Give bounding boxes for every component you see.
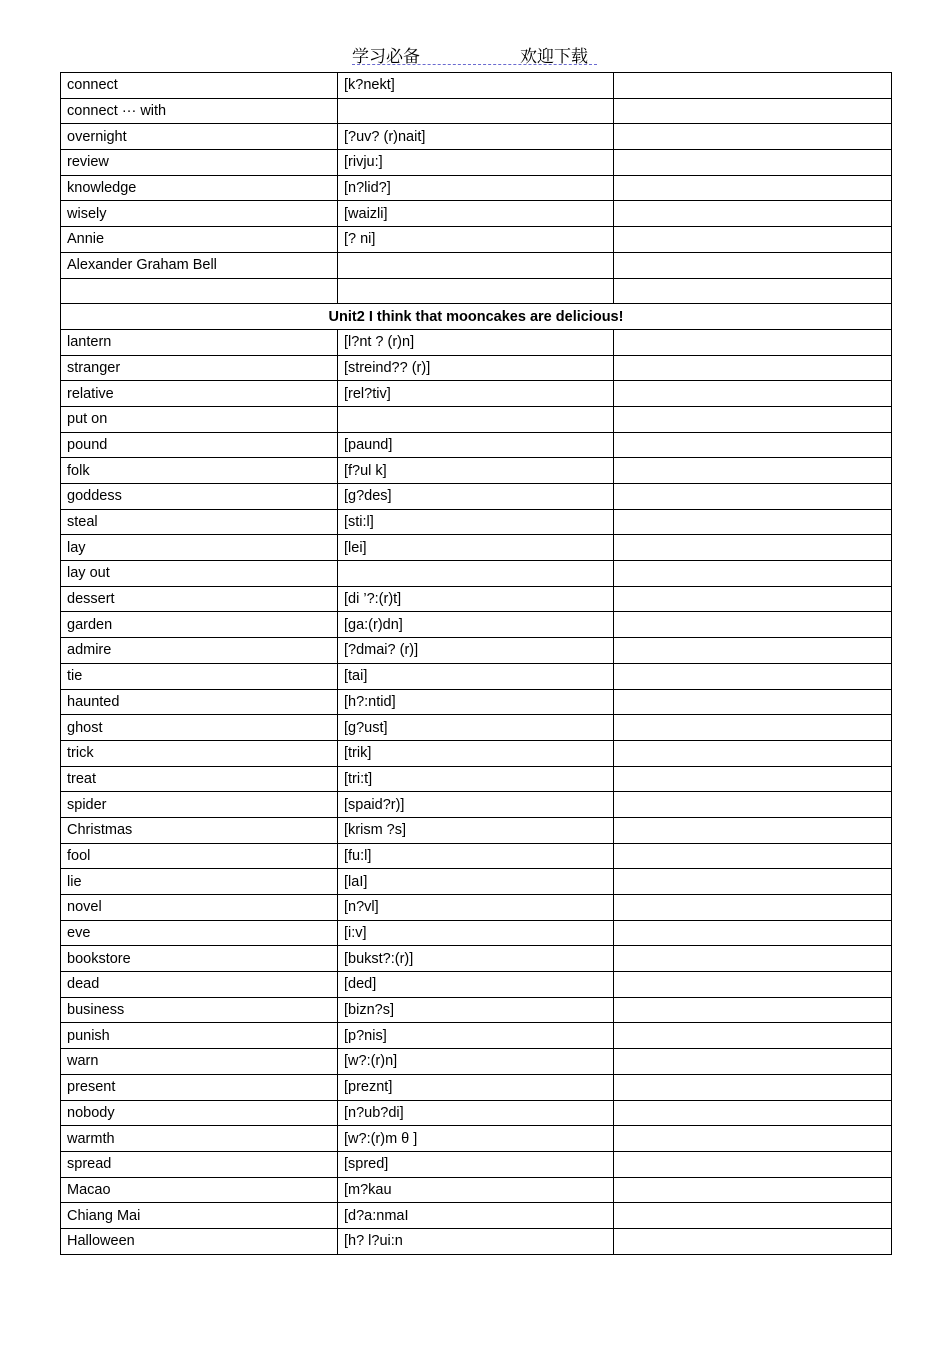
phonetic-cell: [n?vl] xyxy=(338,895,614,921)
table-row xyxy=(61,1151,892,1177)
table-row xyxy=(61,817,892,843)
word-cell xyxy=(61,278,338,304)
table-row xyxy=(61,997,892,1023)
word-cell: review xyxy=(61,150,338,176)
phonetic-cell: [l?nt ? (r)n] xyxy=(338,329,614,355)
word-cell: overnight xyxy=(61,124,338,150)
word-cell: connect xyxy=(61,73,338,99)
notes-cell xyxy=(614,150,892,176)
table-row xyxy=(61,406,892,432)
phonetic-cell: [preznt] xyxy=(338,1074,614,1100)
notes-cell xyxy=(614,458,892,484)
notes-cell xyxy=(614,1100,892,1126)
phonetic-cell: [fu:l] xyxy=(338,843,614,869)
table-row xyxy=(61,920,892,946)
word-cell: Chiang Mai xyxy=(61,1203,338,1229)
phonetic-cell: [?dmai? (r)] xyxy=(338,638,614,664)
phonetic-cell: [sti:l] xyxy=(338,509,614,535)
unit-heading-row xyxy=(61,304,892,330)
phonetic-cell: [n?lid?] xyxy=(338,175,614,201)
table-row xyxy=(61,946,892,972)
table-row xyxy=(61,612,892,638)
phonetic-cell: [m?kau xyxy=(338,1177,614,1203)
header-right-text: 欢迎下载 xyxy=(520,47,588,67)
table-row xyxy=(61,381,892,407)
table-row xyxy=(61,843,892,869)
phonetic-cell: [rel?tiv] xyxy=(338,381,614,407)
word-cell: warn xyxy=(61,1049,338,1075)
notes-cell xyxy=(614,792,892,818)
phonetic-cell: [paund] xyxy=(338,432,614,458)
table-row xyxy=(61,484,892,510)
vocabulary-table-body xyxy=(61,73,892,1255)
notes-cell xyxy=(614,278,892,304)
word-cell: fool xyxy=(61,843,338,869)
notes-cell xyxy=(614,895,892,921)
table-row xyxy=(61,586,892,612)
notes-cell xyxy=(614,406,892,432)
notes-cell xyxy=(614,1023,892,1049)
notes-cell xyxy=(614,201,892,227)
phonetic-cell: [tai] xyxy=(338,663,614,689)
notes-cell xyxy=(614,98,892,124)
table-row xyxy=(61,895,892,921)
phonetic-cell: [p?nis] xyxy=(338,1023,614,1049)
table-row xyxy=(61,1203,892,1229)
word-cell: novel xyxy=(61,895,338,921)
table-row xyxy=(61,1177,892,1203)
notes-cell xyxy=(614,612,892,638)
notes-cell xyxy=(614,997,892,1023)
notes-cell xyxy=(614,381,892,407)
notes-cell xyxy=(614,946,892,972)
header-left-text: 学习必备 xyxy=(352,47,420,67)
table-row xyxy=(61,227,892,253)
notes-cell xyxy=(614,124,892,150)
table-row xyxy=(61,355,892,381)
table-row xyxy=(61,458,892,484)
table-row xyxy=(61,124,892,150)
phonetic-cell: [rivju:] xyxy=(338,150,614,176)
notes-cell xyxy=(614,1049,892,1075)
phonetic-cell: [? ni] xyxy=(338,227,614,253)
notes-cell xyxy=(614,1203,892,1229)
table-row xyxy=(61,1228,892,1254)
notes-cell xyxy=(614,329,892,355)
word-cell: pound xyxy=(61,432,338,458)
table-row xyxy=(61,740,892,766)
notes-cell xyxy=(614,484,892,510)
phonetic-cell: [bukst?:(r)] xyxy=(338,946,614,972)
word-cell: stranger xyxy=(61,355,338,381)
word-cell: dead xyxy=(61,972,338,998)
phonetic-cell: [waizli] xyxy=(338,201,614,227)
phonetic-cell: [trik] xyxy=(338,740,614,766)
table-row xyxy=(61,509,892,535)
notes-cell xyxy=(614,920,892,946)
phonetic-cell: [d?a:nmaI xyxy=(338,1203,614,1229)
phonetic-cell: [g?des] xyxy=(338,484,614,510)
word-cell: relative xyxy=(61,381,338,407)
table-row xyxy=(61,1100,892,1126)
phonetic-cell: [krism ?s] xyxy=(338,817,614,843)
phonetic-cell: [di ’?:(r)t] xyxy=(338,586,614,612)
phonetic-cell: [g?ust] xyxy=(338,715,614,741)
word-cell: dessert xyxy=(61,586,338,612)
notes-cell xyxy=(614,715,892,741)
word-cell: lay out xyxy=(61,561,338,587)
phonetic-cell xyxy=(338,278,614,304)
table-row xyxy=(61,98,892,124)
unit-title: Unit2 I think that mooncakes are delicious! xyxy=(61,304,892,330)
table-row xyxy=(61,329,892,355)
notes-cell xyxy=(614,638,892,664)
notes-cell xyxy=(614,586,892,612)
word-cell: haunted xyxy=(61,689,338,715)
word-cell: warmth xyxy=(61,1126,338,1152)
phonetic-cell xyxy=(338,406,614,432)
word-cell: connect ··· with xyxy=(61,98,338,124)
phonetic-cell: [lei] xyxy=(338,535,614,561)
phonetic-cell: [n?ub?di] xyxy=(338,1100,614,1126)
phonetic-cell: [i:v] xyxy=(338,920,614,946)
phonetic-cell: [ded] xyxy=(338,972,614,998)
notes-cell xyxy=(614,1151,892,1177)
table-row xyxy=(61,150,892,176)
table-row xyxy=(61,201,892,227)
notes-cell xyxy=(614,869,892,895)
word-cell: Macao xyxy=(61,1177,338,1203)
notes-cell xyxy=(614,561,892,587)
phonetic-cell: [ga:(r)dn] xyxy=(338,612,614,638)
phonetic-cell: [?uv? (r)nait] xyxy=(338,124,614,150)
phonetic-cell: [k?nekt] xyxy=(338,73,614,99)
table-row xyxy=(61,278,892,304)
notes-cell xyxy=(614,175,892,201)
table-row xyxy=(61,689,892,715)
word-cell: punish xyxy=(61,1023,338,1049)
word-cell: spread xyxy=(61,1151,338,1177)
notes-cell xyxy=(614,817,892,843)
table-row xyxy=(61,1023,892,1049)
word-cell: eve xyxy=(61,920,338,946)
phonetic-cell: [streind?? (r)] xyxy=(338,355,614,381)
table-row xyxy=(61,869,892,895)
word-cell: lay xyxy=(61,535,338,561)
phonetic-cell: [w?:(r)m θ ] xyxy=(338,1126,614,1152)
phonetic-cell: [spred] xyxy=(338,1151,614,1177)
phonetic-cell: [bizn?s] xyxy=(338,997,614,1023)
word-cell: knowledge xyxy=(61,175,338,201)
table-row xyxy=(61,1126,892,1152)
notes-cell xyxy=(614,1126,892,1152)
header-underline xyxy=(352,64,597,65)
word-cell: treat xyxy=(61,766,338,792)
phonetic-cell xyxy=(338,561,614,587)
table-row xyxy=(61,73,892,99)
word-cell: put on xyxy=(61,406,338,432)
word-cell: steal xyxy=(61,509,338,535)
word-cell: Christmas xyxy=(61,817,338,843)
word-cell: bookstore xyxy=(61,946,338,972)
word-cell: admire xyxy=(61,638,338,664)
phonetic-cell: [tri:t] xyxy=(338,766,614,792)
word-cell: nobody xyxy=(61,1100,338,1126)
page-header xyxy=(0,40,950,68)
notes-cell xyxy=(614,740,892,766)
phonetic-cell: [spaid?r)] xyxy=(338,792,614,818)
phonetic-cell xyxy=(338,98,614,124)
notes-cell xyxy=(614,509,892,535)
word-cell: folk xyxy=(61,458,338,484)
word-cell: present xyxy=(61,1074,338,1100)
phonetic-cell: [h? l?ui:n xyxy=(338,1228,614,1254)
table-row xyxy=(61,766,892,792)
word-cell: Annie xyxy=(61,227,338,253)
word-cell: lie xyxy=(61,869,338,895)
table-row xyxy=(61,972,892,998)
table-row xyxy=(61,535,892,561)
table-row xyxy=(61,715,892,741)
notes-cell xyxy=(614,972,892,998)
table-row xyxy=(61,561,892,587)
phonetic-cell: [laI] xyxy=(338,869,614,895)
notes-cell xyxy=(614,355,892,381)
notes-cell xyxy=(614,843,892,869)
notes-cell xyxy=(614,663,892,689)
notes-cell xyxy=(614,73,892,99)
phonetic-cell: [h?:ntid] xyxy=(338,689,614,715)
phonetic-cell: [w?:(r)n] xyxy=(338,1049,614,1075)
notes-cell xyxy=(614,689,892,715)
table-row xyxy=(61,663,892,689)
word-cell: garden xyxy=(61,612,338,638)
notes-cell xyxy=(614,766,892,792)
table-row xyxy=(61,175,892,201)
notes-cell xyxy=(614,1228,892,1254)
word-cell: ghost xyxy=(61,715,338,741)
word-cell: tie xyxy=(61,663,338,689)
phonetic-cell xyxy=(338,252,614,278)
table-row xyxy=(61,1074,892,1100)
notes-cell xyxy=(614,535,892,561)
table-row xyxy=(61,252,892,278)
word-cell: Alexander Graham Bell xyxy=(61,252,338,278)
word-cell: trick xyxy=(61,740,338,766)
word-cell: business xyxy=(61,997,338,1023)
notes-cell xyxy=(614,252,892,278)
table-row xyxy=(61,638,892,664)
word-cell: lantern xyxy=(61,329,338,355)
notes-cell xyxy=(614,1074,892,1100)
notes-cell xyxy=(614,1177,892,1203)
word-cell: spider xyxy=(61,792,338,818)
table-row xyxy=(61,1049,892,1075)
table-row xyxy=(61,792,892,818)
vocabulary-table xyxy=(60,72,892,1255)
table-row xyxy=(61,432,892,458)
notes-cell xyxy=(614,227,892,253)
word-cell: Halloween xyxy=(61,1228,338,1254)
phonetic-cell: [f?ul k] xyxy=(338,458,614,484)
word-cell: wisely xyxy=(61,201,338,227)
word-cell: goddess xyxy=(61,484,338,510)
notes-cell xyxy=(614,432,892,458)
